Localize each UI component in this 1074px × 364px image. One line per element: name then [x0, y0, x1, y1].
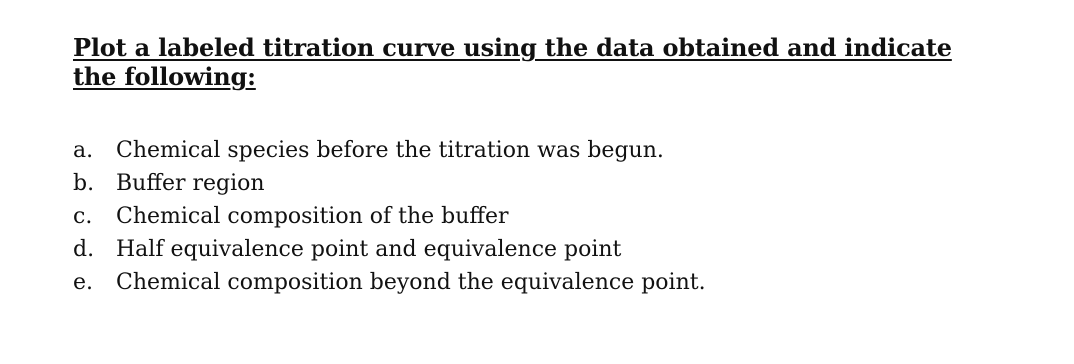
list-item-text: Chemical composition of the buffer: [116, 204, 509, 229]
list-item: [73, 134, 706, 167]
list-marker: d.: [73, 237, 95, 262]
task-list: [73, 134, 706, 299]
list-item: [73, 233, 706, 266]
list-item: [73, 266, 706, 299]
list-item-text: Half equivalence point and equivalence point: [116, 237, 622, 262]
instruction-heading: Plot a labeled titration curve using the data obtained and indicate the following:: [73, 33, 952, 91]
list-item: [73, 200, 706, 233]
list-item-text: Chemical composition beyond the equivalence point.: [116, 270, 706, 295]
list-marker: c.: [73, 204, 93, 229]
list-item: [73, 167, 706, 200]
list-marker: a.: [73, 138, 94, 163]
list-marker: e.: [73, 270, 94, 295]
list-item-text: Buffer region: [116, 171, 265, 196]
list-item-text: Chemical species before the titration was begun.: [116, 138, 664, 163]
list-marker: b.: [73, 171, 95, 196]
